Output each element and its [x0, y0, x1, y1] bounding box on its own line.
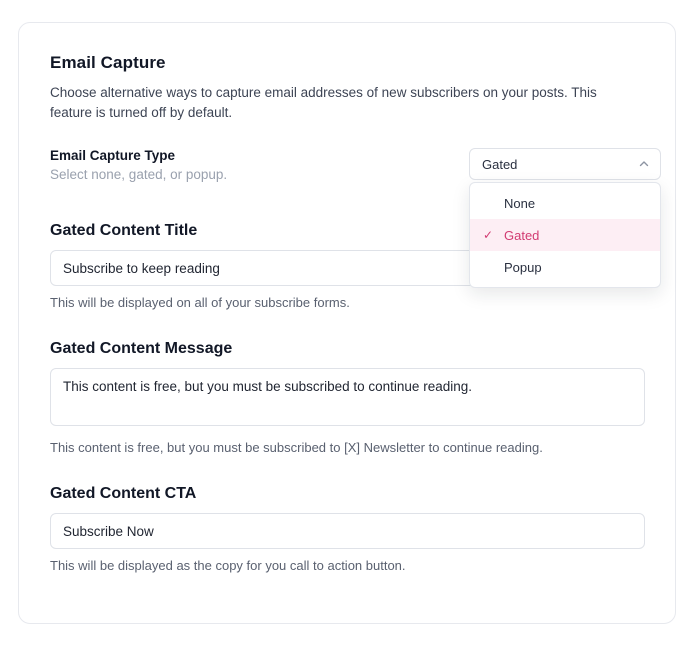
gated-content-title-heading: Gated Content Title: [50, 222, 198, 240]
dropdown-option-label: Popup: [504, 259, 542, 275]
dropdown-option-popup[interactable]: [470, 251, 660, 283]
chevron-up-icon[interactable]: [638, 158, 650, 170]
capture-type-select-wrapper: [469, 148, 661, 275]
email-capture-card: [18, 22, 676, 624]
gated-content-message-block: [50, 340, 661, 455]
gated-content-cta-help: This will be displayed as the copy for you call to action button.: [50, 558, 406, 574]
gated-content-title-help: This will be displayed on all of your subscribe forms.: [50, 295, 350, 311]
gated-content-message-help: This content is free, but you must be subscribed to [X] Newsletter to continue reading.: [50, 440, 543, 456]
gated-content-cta-input[interactable]: [50, 513, 645, 549]
dropdown-option-gated[interactable]: [470, 219, 660, 251]
gated-content-cta-block: [50, 485, 661, 573]
capture-type-dropdown[interactable]: [469, 182, 661, 288]
capture-type-selected-value: Gated: [482, 156, 518, 172]
gated-content-message-input[interactable]: [50, 368, 645, 426]
dropdown-option-none[interactable]: [470, 187, 660, 219]
check-icon: ✓: [483, 228, 494, 243]
gated-content-cta-heading: Gated Content CTA: [50, 485, 197, 503]
dropdown-option-label: None: [504, 195, 536, 211]
gated-content-message-heading: Gated Content Message: [50, 340, 233, 358]
page-description: Choose alternative ways to capture email addresses of new subscribers on your posts. This feature is turned off by default.: [50, 85, 597, 120]
dropdown-option-label: Gated: [504, 227, 540, 243]
page-title: Email Capture: [50, 53, 166, 72]
capture-type-sublabel: Select none, gated, or popup.: [50, 167, 228, 183]
capture-type-label: Email Capture Type: [50, 148, 176, 164]
capture-type-select[interactable]: [469, 148, 661, 180]
email-capture-content: [50, 53, 661, 573]
